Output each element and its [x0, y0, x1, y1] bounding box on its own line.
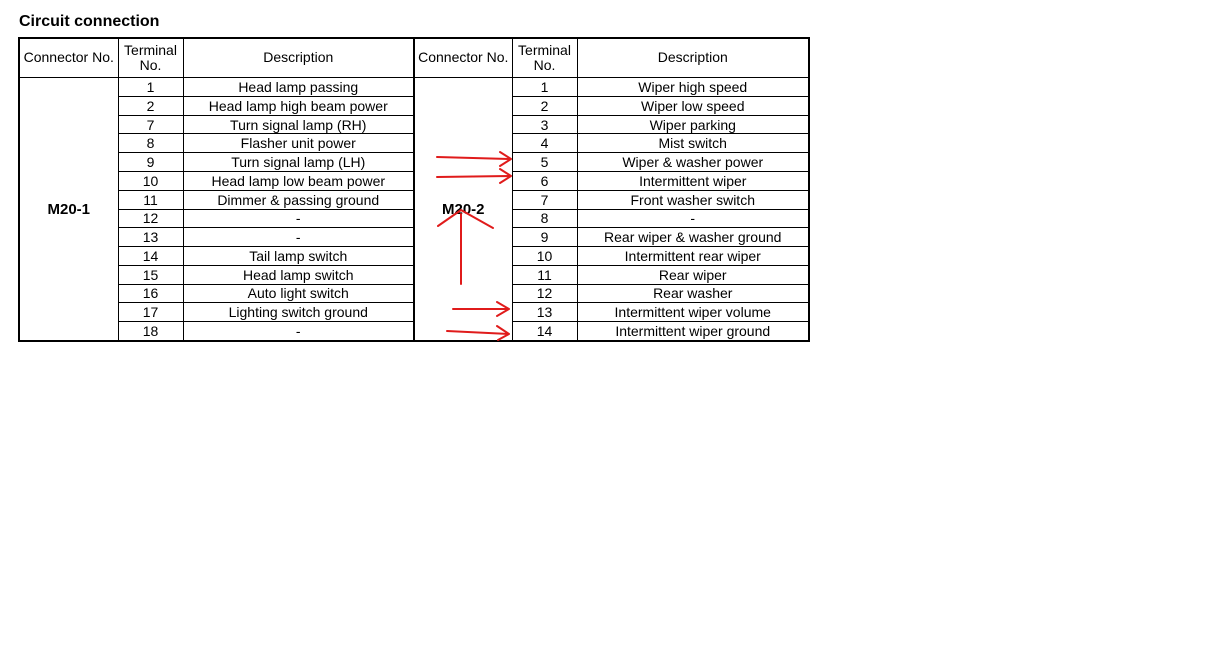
description-right: Intermittent wiper	[577, 172, 809, 191]
terminal-left: 17	[118, 303, 183, 322]
terminal-left: 16	[118, 284, 183, 303]
terminal-left: 13	[118, 228, 183, 247]
terminal-right: 2	[512, 96, 577, 115]
terminal-right: 1	[512, 78, 577, 97]
terminal-left: 7	[118, 115, 183, 134]
description-right: -	[577, 209, 809, 228]
description-right: Wiper parking	[577, 115, 809, 134]
terminal-right: 8	[512, 209, 577, 228]
description-left: Head lamp high beam power	[183, 96, 414, 115]
table-row	[19, 78, 809, 97]
connector-left: M20-1	[19, 78, 118, 341]
description-left: Dimmer & passing ground	[183, 190, 414, 209]
terminal-left: 11	[118, 190, 183, 209]
terminal-right: 3	[512, 115, 577, 134]
description-left: Turn signal lamp (LH)	[183, 153, 414, 172]
description-right: Rear washer	[577, 284, 809, 303]
description-right: Intermittent rear wiper	[577, 247, 809, 266]
header-connector-left: Connector No.	[19, 38, 118, 78]
description-right: Rear wiper & washer ground	[577, 228, 809, 247]
description-left: Auto light switch	[183, 284, 414, 303]
header-description-right: Description	[577, 38, 809, 78]
description-right: Mist switch	[577, 134, 809, 153]
description-right: Rear wiper	[577, 265, 809, 284]
terminal-right: 7	[512, 190, 577, 209]
description-left: Head lamp low beam power	[183, 172, 414, 191]
terminal-left: 10	[118, 172, 183, 191]
terminal-right: 6	[512, 172, 577, 191]
terminal-left: 2	[118, 96, 183, 115]
terminal-right: 12	[512, 284, 577, 303]
header-terminal-right: Terminal No.	[512, 38, 577, 78]
terminal-right: 10	[512, 247, 577, 266]
terminal-left: 14	[118, 247, 183, 266]
terminal-right: 5	[512, 153, 577, 172]
page-title: Circuit connection	[19, 13, 160, 30]
description-right: Intermittent wiper ground	[577, 322, 809, 341]
description-right: Front washer switch	[577, 190, 809, 209]
terminal-left: 8	[118, 134, 183, 153]
description-left: Head lamp switch	[183, 265, 414, 284]
description-left: -	[183, 228, 414, 247]
terminal-right: 4	[512, 134, 577, 153]
description-left: Lighting switch ground	[183, 303, 414, 322]
description-right: Intermittent wiper volume	[577, 303, 809, 322]
terminal-right: 9	[512, 228, 577, 247]
terminal-left: 18	[118, 322, 183, 341]
description-left: Flasher unit power	[183, 134, 414, 153]
description-left: Head lamp passing	[183, 78, 414, 97]
header-connector-right: Connector No.	[414, 38, 512, 78]
table-header-row	[19, 38, 809, 78]
description-right: Wiper low speed	[577, 96, 809, 115]
description-left: -	[183, 322, 414, 341]
terminal-left: 9	[118, 153, 183, 172]
terminal-right: 13	[512, 303, 577, 322]
header-terminal-left: Terminal No.	[118, 38, 183, 78]
description-left: -	[183, 209, 414, 228]
terminal-right: 11	[512, 265, 577, 284]
description-right: Wiper & washer power	[577, 153, 809, 172]
connector-right: M20-2	[414, 78, 512, 341]
circuit-connection-table	[18, 37, 810, 342]
terminal-right: 14	[512, 322, 577, 341]
description-left: Turn signal lamp (RH)	[183, 115, 414, 134]
terminal-left: 12	[118, 209, 183, 228]
terminal-left: 1	[118, 78, 183, 97]
description-left: Tail lamp switch	[183, 247, 414, 266]
description-right: Wiper high speed	[577, 78, 809, 97]
terminal-left: 15	[118, 265, 183, 284]
header-description-left: Description	[183, 38, 414, 78]
